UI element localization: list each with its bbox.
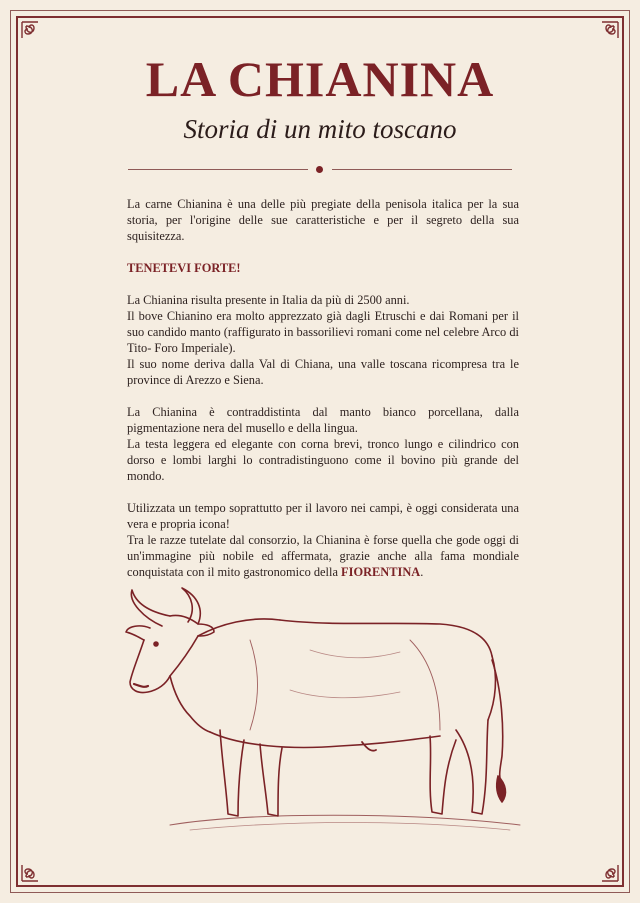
icon-line: Utilizzata un tempo soprattutto per il lavoro nei campi, è oggi considerata una vera e propria icona! — [127, 501, 519, 531]
chianina-bull-icon — [110, 580, 540, 850]
article-body — [127, 196, 519, 596]
intro-paragraph: La carne Chianina è una delle più pregiate della penisola italica per la sua storia, per l'origine delle sue caratteristiche e per il segreto della sua squisitezza. — [127, 197, 519, 243]
history-line: La Chianina risulta presente in Italia da più di 2500 anni. — [127, 293, 410, 307]
divider-line-left — [128, 169, 308, 170]
corner-ornament-icon — [580, 843, 620, 883]
icon-paragraph — [127, 500, 519, 580]
traits-line: La Chianina è contraddistinta dal manto bianco porcellana, dalla pigmentazione nera del musello e della lingua. — [127, 405, 519, 435]
traits-paragraph — [127, 404, 519, 484]
section-heading: TENETEVI FORTE! — [127, 261, 241, 275]
icon-line: Tra le razze tutelate dal consorzio, la Chianina è forse quella che gode oggi di un'immagine più nobile ed affermata, grazie anche alla fama mondiale conquistata con il mito gastronomico della — [127, 533, 519, 579]
divider-dot-icon — [316, 166, 323, 173]
corner-ornament-icon — [20, 843, 60, 883]
title-divider — [128, 165, 512, 175]
divider-line-right — [332, 169, 512, 170]
fiorentina-highlight: FIORENTINA — [341, 565, 421, 579]
icon-line-end: . — [420, 565, 424, 579]
traits-line: La testa leggera ed elegante con corna brevi, tronco lungo e cilindrico con dorso e lombi larghi lo contradistinguono come il bovino più grande del mondo. — [127, 437, 519, 483]
page-title: LA CHIANINA — [145, 51, 495, 107]
history-line: Il suo nome deriva dalla Val di Chiana, una valle toscana ricompresa tra le province di Arezzo e Siena. — [127, 357, 519, 387]
page-subtitle: Storia di un mito toscano — [183, 114, 457, 144]
history-line: Il bove Chianino era molto apprezzato già dagli Etruschi e dai Romani per il suo candido manto (raffigurato in bassorilievi romani come nel celebre Arco di Tito- Foro Imperiale). — [127, 309, 519, 355]
history-paragraph — [127, 292, 519, 388]
